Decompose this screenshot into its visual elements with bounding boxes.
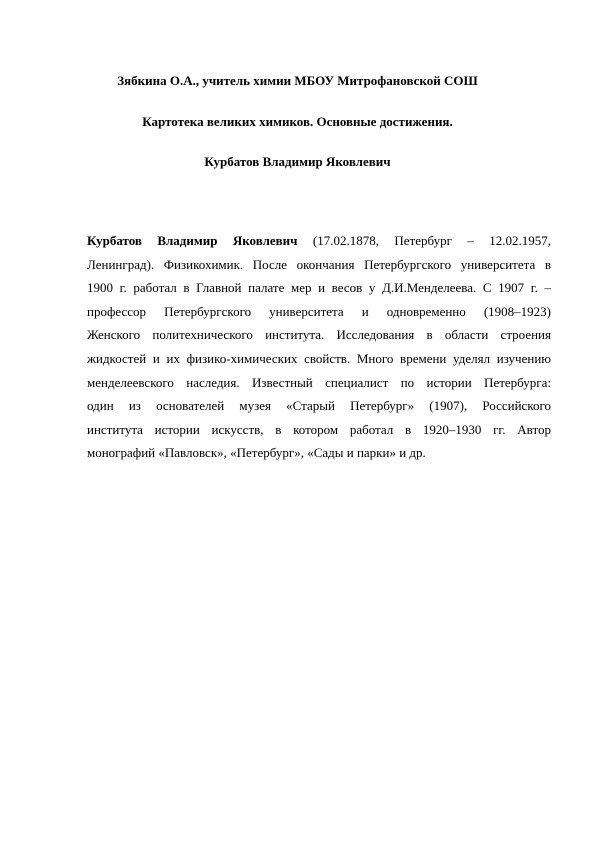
paragraph-line: профессор Петербургского университета и одновременно (1908–1923) — [87, 303, 551, 319]
article-body — [87, 229, 551, 465]
lead-dates: (17.02.1878, Петербург – 12.02.1957, — [297, 233, 551, 248]
paragraph-line: жидкостей и их физико-химических свойств. Много времени уделял изучению — [87, 350, 551, 366]
paragraph-line: монографий «Павловск», «Петербург», «Сады и парки» и др. — [87, 445, 426, 461]
subject-name-heading: Курбатов Владимир Яковлевич — [204, 154, 391, 169]
paragraph-line: менделеевского наследия. Известный специалист по истории Петербурга: — [87, 374, 551, 390]
paragraph-line: Женского политехнического института. Исследования в области строения — [87, 327, 551, 343]
paragraph-line: института истории искусств, в котором работал в 1920–1930 гг. Автор — [87, 421, 551, 437]
paragraph-line: один из основателей музея «Старый Петербург» (1907), Российского — [87, 398, 551, 414]
document-title: Картотека великих химиков. Основные достижения. — [142, 114, 453, 129]
paragraph-line — [87, 229, 551, 253]
paragraph-line: 1900 г. работал в Главной палате мер и весов у Д.И.Менделеева. С 1907 г. – — [87, 280, 551, 296]
lead-name: Курбатов Владимир Яковлевич — [87, 233, 298, 248]
paragraph-line: Ленинград). Физикохимик. После окончания Петербургского университета в — [87, 256, 551, 272]
author-heading: Зябкина О.А., учитель химии МБОУ Митрофановской СОШ — [117, 73, 478, 88]
